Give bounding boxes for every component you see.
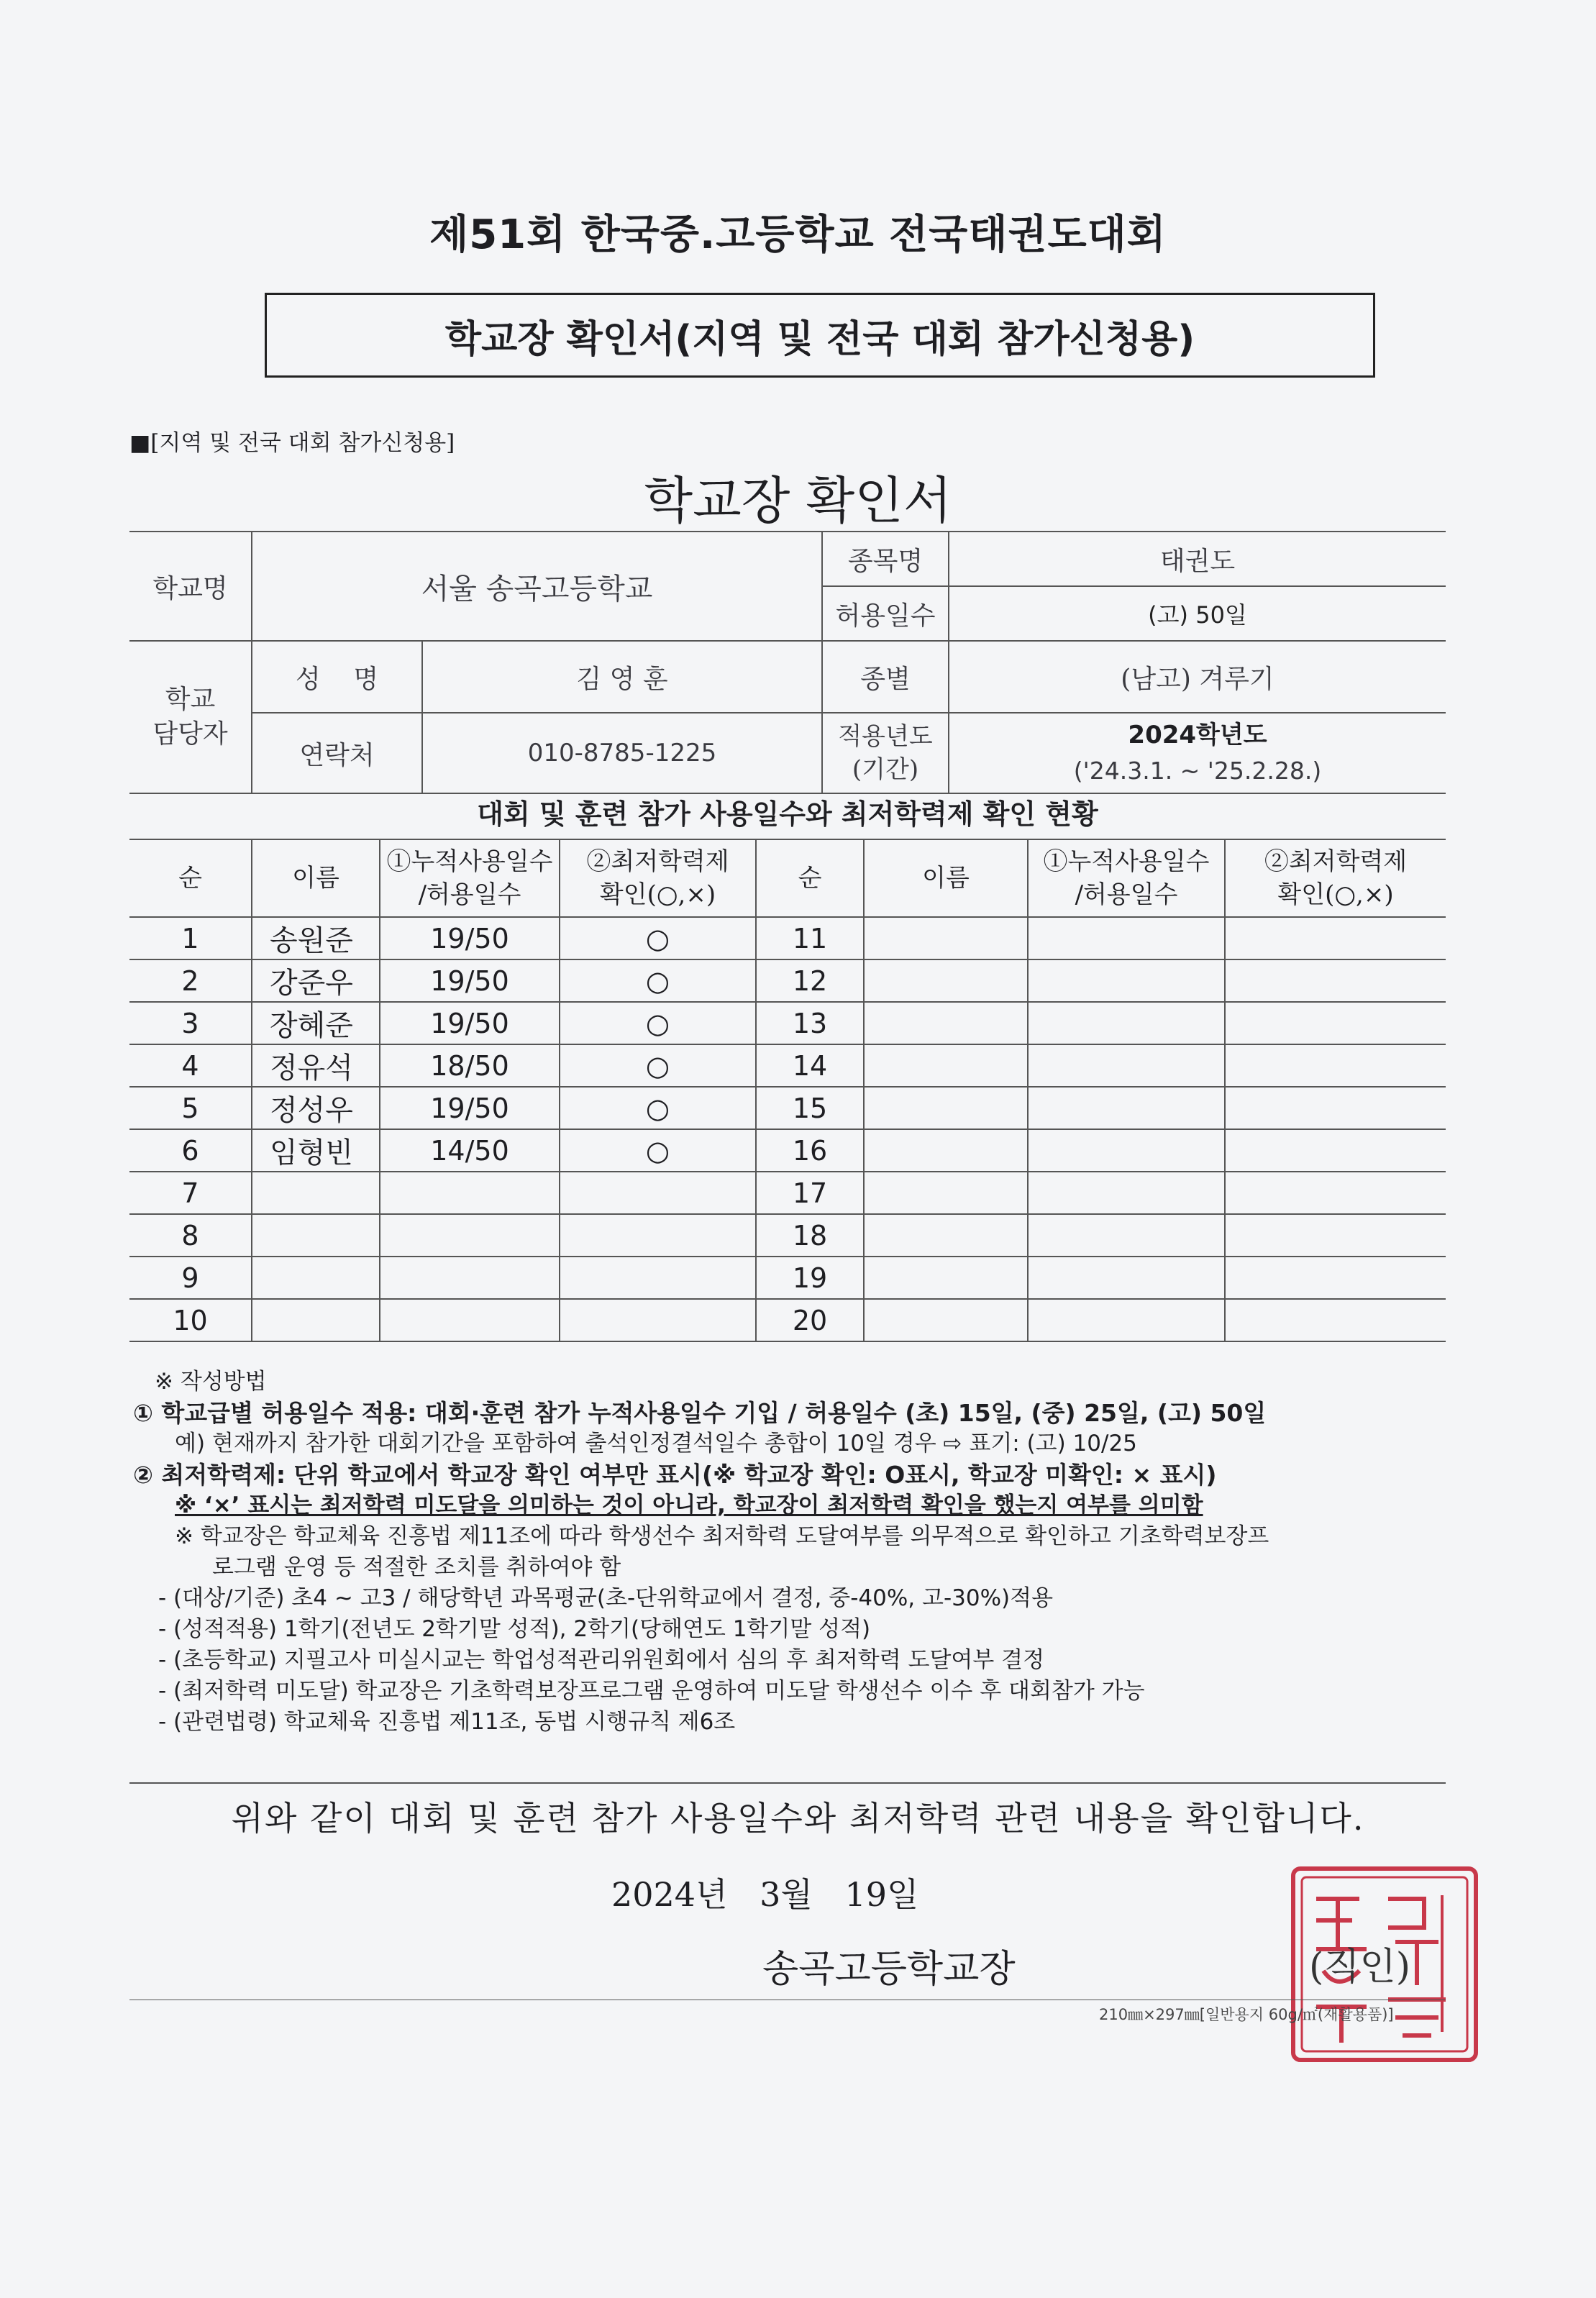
note-dash-2: - (성적적용) 1학기(전년도 2학기말 성적), 2학기(당해연도 1학기말 성적) bbox=[158, 1616, 871, 1642]
year-value: 2024학년도 bbox=[1128, 721, 1267, 749]
row-days-right bbox=[1028, 1214, 1225, 1257]
row-check bbox=[560, 1214, 756, 1257]
col-check: ②최저학력제 확인(○,×) bbox=[560, 839, 756, 917]
row-check-right bbox=[1225, 1214, 1446, 1257]
allowed-days-label: 허용일수 bbox=[822, 586, 949, 641]
row-days: 18/50 bbox=[380, 1044, 560, 1087]
table-row bbox=[129, 1257, 1446, 1299]
table-row bbox=[129, 1002, 1446, 1044]
table-row bbox=[129, 1172, 1446, 1214]
row-check bbox=[560, 1257, 756, 1299]
participant-table bbox=[129, 839, 1446, 1342]
row-name-right bbox=[864, 1044, 1028, 1087]
row-check-right bbox=[1225, 1044, 1446, 1087]
row-name-right bbox=[864, 1002, 1028, 1044]
row-no: 2 bbox=[129, 959, 252, 1002]
row-days-right bbox=[1028, 959, 1225, 1002]
section-tag: ■[지역 및 전국 대회 참가신청용] bbox=[129, 430, 455, 456]
row-name bbox=[252, 1257, 380, 1299]
year-period: ('24.3.1. ~ '25.2.28.) bbox=[1073, 757, 1322, 785]
row-days-right bbox=[1028, 1129, 1225, 1172]
sport-label: 종목명 bbox=[822, 532, 949, 586]
row-no: 4 bbox=[129, 1044, 252, 1087]
col-check-right: ②최저학력제 확인(○,×) bbox=[1225, 839, 1446, 917]
contact-label: 연락처 bbox=[252, 713, 422, 793]
row-check bbox=[560, 1172, 756, 1214]
paper-size-note: 210㎜×297㎜[일반용지 60g/㎡(재활용품)] bbox=[1099, 2006, 1394, 2023]
row-days bbox=[380, 1299, 560, 1341]
table-row bbox=[129, 917, 1446, 959]
table-row bbox=[129, 1087, 1446, 1129]
col-name-right: 이름 bbox=[864, 839, 1028, 917]
writing-instructions bbox=[133, 1367, 1464, 1738]
manager-name-label: 성 명 bbox=[252, 641, 422, 713]
row-no-right: 14 bbox=[756, 1044, 864, 1087]
note-item-1: ① 학교급별 허용일수 적용: 대회·훈련 참가 누적사용일수 기입 / 허용일수 (초) 15일, (중) 25일, (고) 50일 bbox=[133, 1399, 1267, 1427]
row-name-right bbox=[864, 1129, 1028, 1172]
row-name: 강준우 bbox=[252, 959, 380, 1002]
note-dash-4: - (최저학력 미도달) 학교장은 기초학력보장프로그램 운영하여 미도달 학생선수 이수 후 대회참가 가능 bbox=[158, 1678, 1145, 1704]
seal-note: (직인) bbox=[1309, 1946, 1411, 1989]
row-check: ○ bbox=[560, 917, 756, 959]
row-name: 임형빈 bbox=[252, 1129, 380, 1172]
note-item-2-duty: ※ 학교장은 학교체육 진흥법 제11조에 따라 학생선수 최저학력 도달여부를 의무적으로 확인하고 기초학력보장프 bbox=[175, 1523, 1269, 1549]
table-row bbox=[129, 1044, 1446, 1087]
row-no: 8 bbox=[129, 1214, 252, 1257]
row-name bbox=[252, 1299, 380, 1341]
row-no: 5 bbox=[129, 1087, 252, 1129]
note-item-2-emphasis: ※ ‘×’ 표시는 최저학력 미도달을 의미하는 것이 아니라, 학교장이 최저학력 확인을 했는지 여부를 의미함 bbox=[175, 1492, 1203, 1518]
row-check: ○ bbox=[560, 1087, 756, 1129]
row-days: 14/50 bbox=[380, 1129, 560, 1172]
row-days-right bbox=[1028, 1044, 1225, 1087]
category-value: (남고) 겨루기 bbox=[949, 641, 1446, 713]
row-name: 정유석 bbox=[252, 1044, 380, 1087]
row-days: 19/50 bbox=[380, 1087, 560, 1129]
row-name bbox=[252, 1214, 380, 1257]
row-name-right bbox=[864, 1087, 1028, 1129]
row-check-right bbox=[1225, 1257, 1446, 1299]
row-days: 19/50 bbox=[380, 917, 560, 959]
row-no-right: 13 bbox=[756, 1002, 864, 1044]
row-no: 1 bbox=[129, 917, 252, 959]
row-days-right bbox=[1028, 1087, 1225, 1129]
note-dash-1: - (대상/기준) 초4 ~ 고3 / 해당학년 과목평균(초-단위학교에서 결정, 중-40%, 고-30%)적용 bbox=[158, 1585, 1054, 1611]
row-check: ○ bbox=[560, 1129, 756, 1172]
row-days-right bbox=[1028, 1172, 1225, 1214]
document-box-title: 학교장 확인서(지역 및 전국 대회 참가신청용) bbox=[265, 293, 1375, 378]
col-name: 이름 bbox=[252, 839, 380, 917]
row-days-right bbox=[1028, 1299, 1225, 1341]
row-no: 9 bbox=[129, 1257, 252, 1299]
row-name-right bbox=[864, 1257, 1028, 1299]
row-check-right bbox=[1225, 1002, 1446, 1044]
row-days-right bbox=[1028, 917, 1225, 959]
row-no-right: 18 bbox=[756, 1214, 864, 1257]
row-no: 3 bbox=[129, 1002, 252, 1044]
school-name-label: 학교명 bbox=[129, 532, 252, 641]
contact-value: 010-8785-1225 bbox=[422, 713, 822, 793]
row-days: 19/50 bbox=[380, 1002, 560, 1044]
note-dash-5: - (관련법령) 학교체육 진흥법 제11조, 동법 시행규칙 제6조 bbox=[158, 1709, 736, 1735]
row-check: ○ bbox=[560, 959, 756, 1002]
note-item-1-example: 예) 현재까지 참가한 대회기간을 포함하여 출석인정결석일수 총합이 10일 경우 ⇨ 표기: (고) 10/25 bbox=[175, 1431, 1137, 1456]
status-subheading: 대회 및 훈련 참가 사용일수와 최저학력제 확인 현황 bbox=[477, 798, 1098, 830]
note-dash-3: - (초등학교) 지필고사 미실시교는 학업성적관리위원회에서 심의 후 최저학력 도달여부 결정 bbox=[158, 1647, 1045, 1673]
row-no-right: 20 bbox=[756, 1299, 864, 1341]
principal-signature: 송곡고등학교장 bbox=[762, 1948, 1016, 1991]
row-no-right: 12 bbox=[756, 959, 864, 1002]
date-month: 3월 bbox=[760, 1875, 813, 1914]
row-name: 송원준 bbox=[252, 917, 380, 959]
row-name: 장혜준 bbox=[252, 1002, 380, 1044]
row-no-right: 11 bbox=[756, 917, 864, 959]
row-no-right: 16 bbox=[756, 1129, 864, 1172]
notes-heading: ※ 작성방법 bbox=[155, 1369, 267, 1395]
row-name bbox=[252, 1172, 380, 1214]
row-name-right bbox=[864, 1214, 1028, 1257]
table-row bbox=[129, 1129, 1446, 1172]
row-check-right bbox=[1225, 1087, 1446, 1129]
row-days bbox=[380, 1172, 560, 1214]
row-days-right bbox=[1028, 1002, 1225, 1044]
sport-value: 태권도 bbox=[949, 532, 1446, 586]
participant-rows bbox=[129, 917, 1446, 1341]
note-item-2-duty-cont: 로그램 운영 등 적절한 조치를 취하여야 함 bbox=[212, 1554, 621, 1580]
category-label: 종별 bbox=[822, 641, 949, 713]
row-name-right bbox=[864, 1172, 1028, 1214]
manager-name-value: 김 영 훈 bbox=[422, 641, 822, 713]
row-check-right bbox=[1225, 1129, 1446, 1172]
row-name: 정성우 bbox=[252, 1087, 380, 1129]
row-check-right bbox=[1225, 917, 1446, 959]
col-no-right: 순 bbox=[756, 839, 864, 917]
table-row bbox=[129, 1214, 1446, 1257]
event-title: 제51회 한국중.고등학교 전국태권도대회 bbox=[429, 211, 1167, 258]
col-days: ①누적사용일수 /허용일수 bbox=[380, 839, 560, 917]
row-days bbox=[380, 1257, 560, 1299]
manager-label: 학교 담당자 bbox=[129, 641, 252, 793]
allowed-days-value: (고) 50일 bbox=[949, 586, 1446, 641]
col-days-right: ①누적사용일수 /허용일수 bbox=[1028, 839, 1225, 917]
row-check: ○ bbox=[560, 1002, 756, 1044]
row-check-right bbox=[1225, 1172, 1446, 1214]
confirmation-title: 학교장 확인서 bbox=[644, 471, 952, 530]
row-check: ○ bbox=[560, 1044, 756, 1087]
signature-date bbox=[611, 1869, 918, 1916]
date-year: 2024년 bbox=[611, 1875, 728, 1914]
row-check bbox=[560, 1299, 756, 1341]
row-no-right: 15 bbox=[756, 1087, 864, 1129]
row-no: 6 bbox=[129, 1129, 252, 1172]
divider-upper bbox=[129, 1782, 1446, 1784]
row-name-right bbox=[864, 959, 1028, 1002]
row-check-right bbox=[1225, 959, 1446, 1002]
row-no: 10 bbox=[129, 1299, 252, 1341]
table-row bbox=[129, 959, 1446, 1002]
school-info-table bbox=[129, 531, 1446, 794]
table-row bbox=[129, 1299, 1446, 1341]
row-days: 19/50 bbox=[380, 959, 560, 1002]
row-no-right: 17 bbox=[756, 1172, 864, 1214]
row-name-right bbox=[864, 1299, 1028, 1341]
row-name-right bbox=[864, 917, 1028, 959]
note-item-2: ② 최저학력제: 단위 학교에서 학교장 확인 여부만 표시(※ 학교장 확인: O표시, 학교장 미확인: × 표시) bbox=[133, 1461, 1217, 1489]
year-label: 적용년도 (기간) bbox=[822, 713, 949, 793]
row-no-right: 19 bbox=[756, 1257, 864, 1299]
row-days-right bbox=[1028, 1257, 1225, 1299]
year-cell bbox=[949, 713, 1446, 793]
school-name-value: 서울 송곡고등학교 bbox=[252, 532, 822, 641]
date-day: 19일 bbox=[844, 1875, 919, 1914]
row-no: 7 bbox=[129, 1172, 252, 1214]
col-no: 순 bbox=[129, 839, 252, 917]
confirmation-statement: 위와 같이 대회 및 훈련 참가 사용일수와 최저학력 관련 내용을 확인합니다. bbox=[231, 1799, 1365, 1838]
row-check-right bbox=[1225, 1299, 1446, 1341]
row-days bbox=[380, 1214, 560, 1257]
